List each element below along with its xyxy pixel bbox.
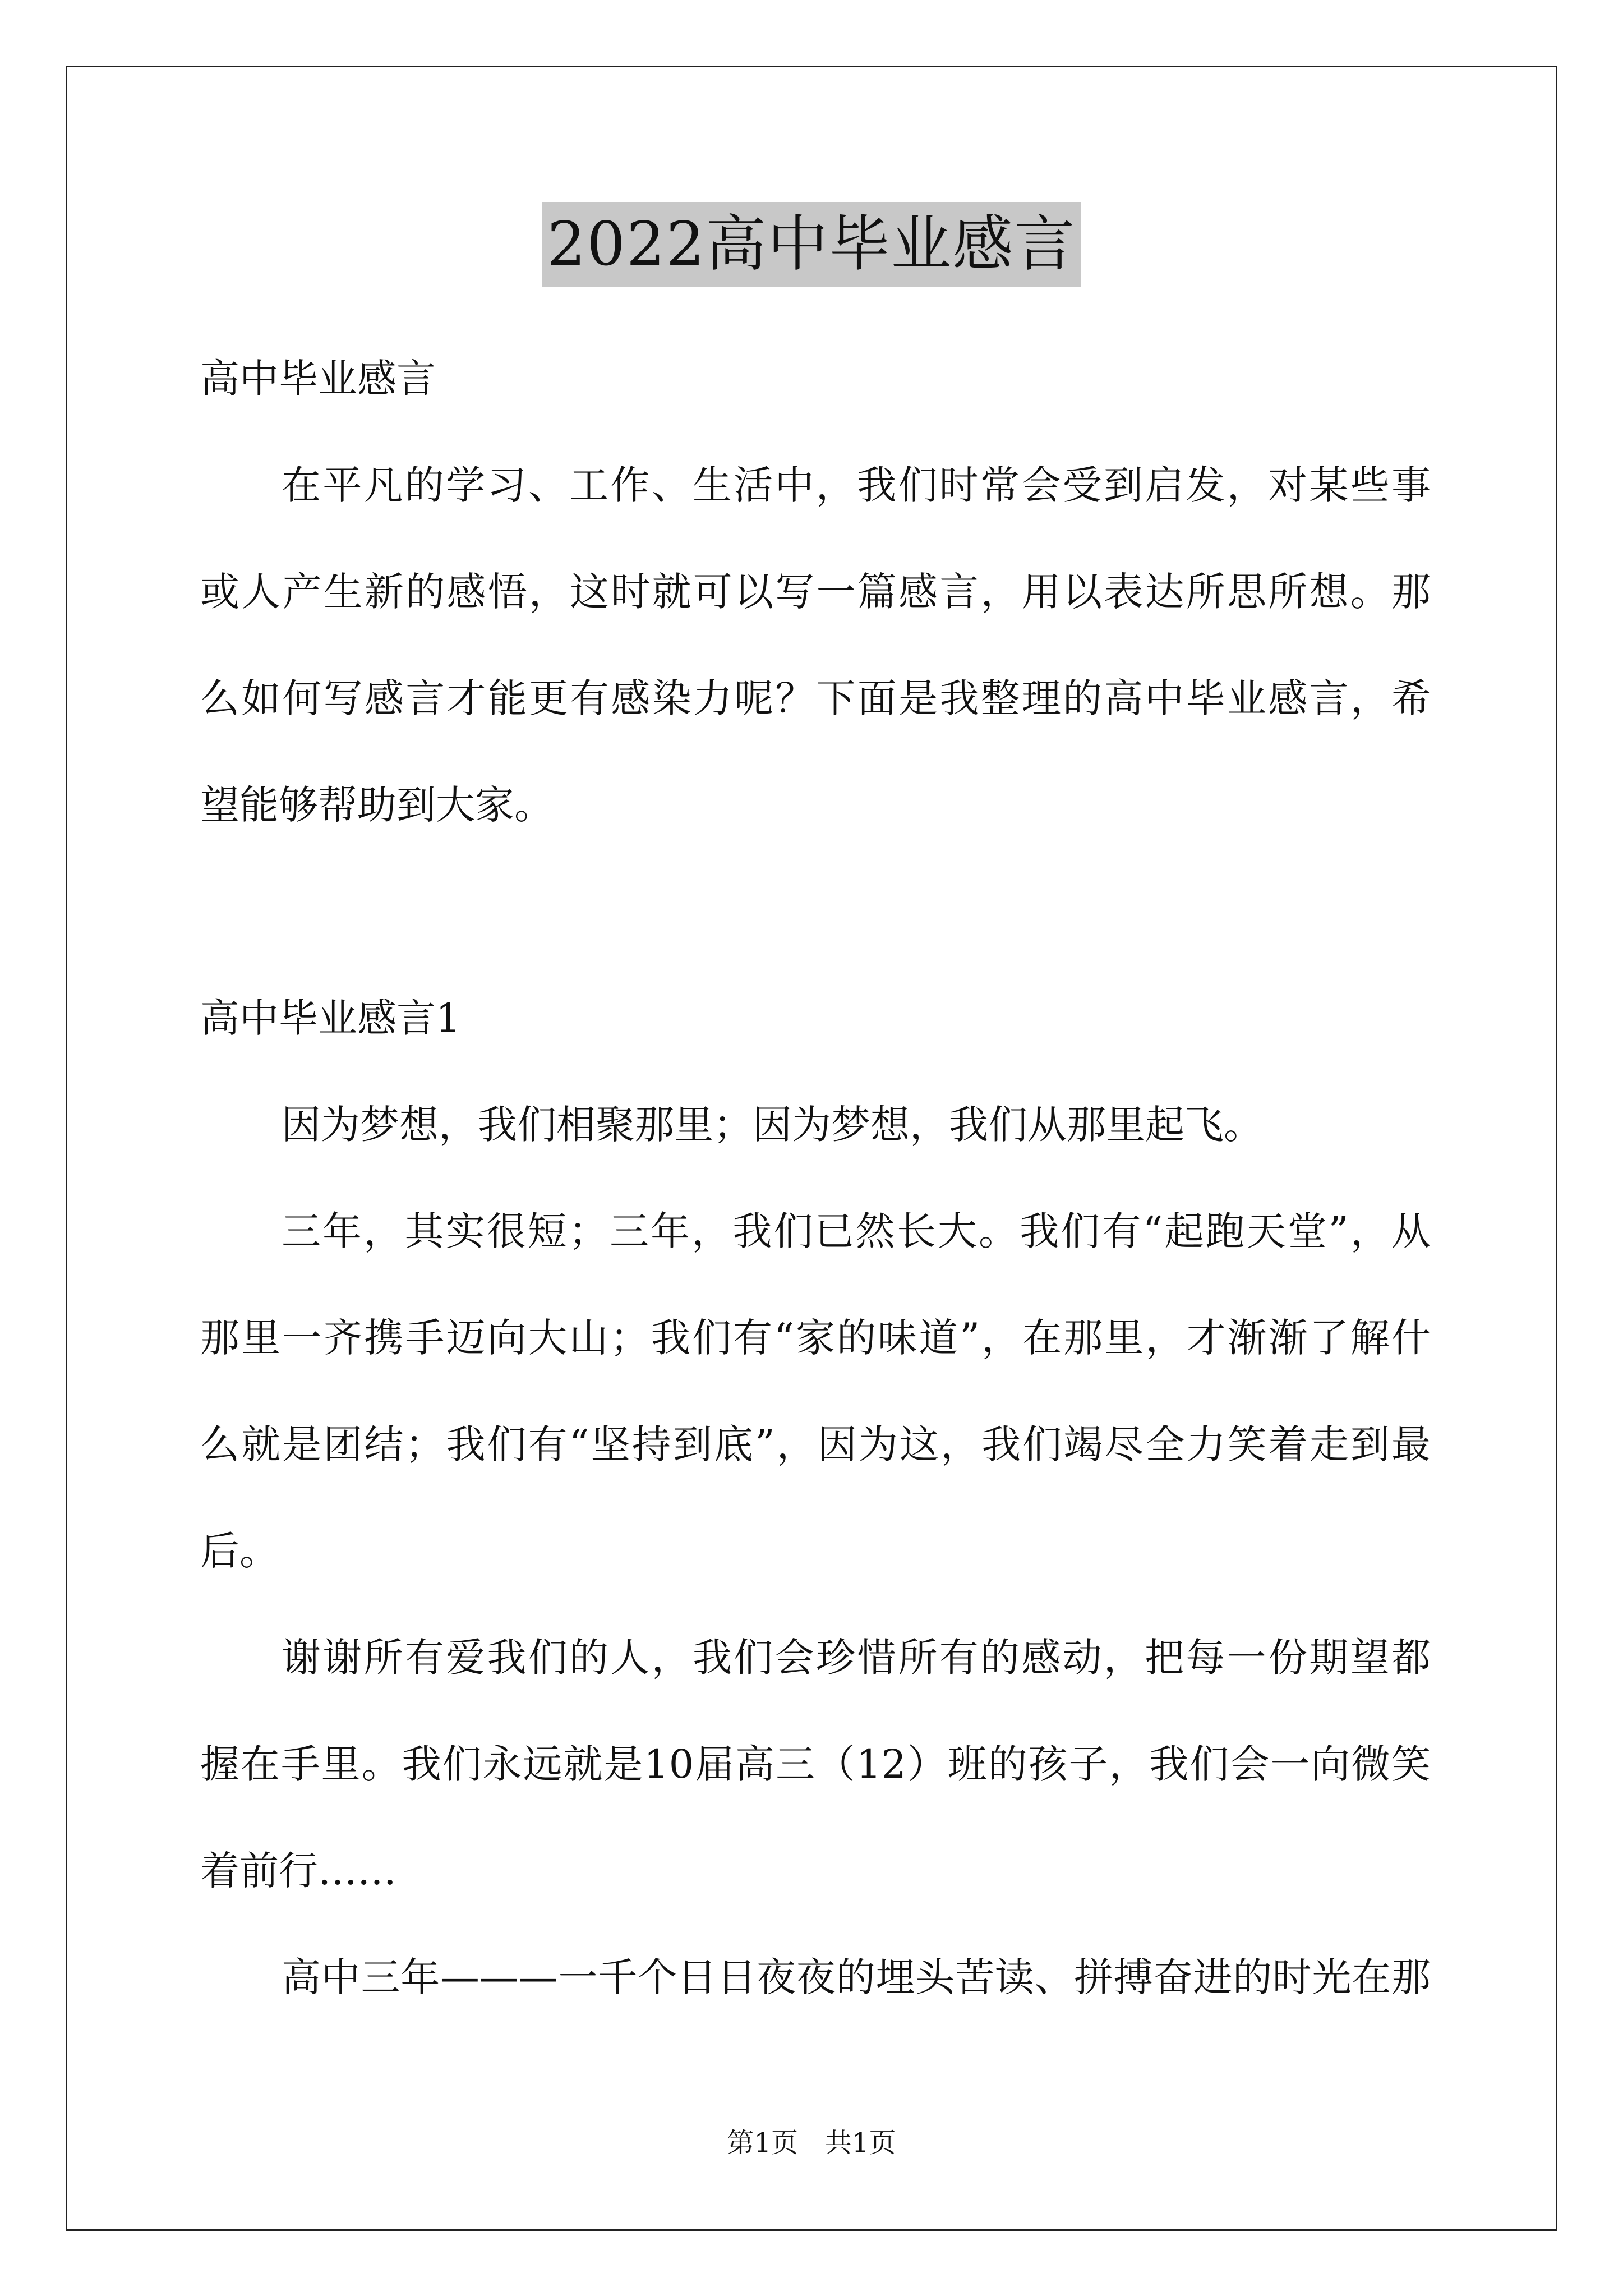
intro-line: 么如何写感言才能更有感染力呢？下面是我整理的高中毕业感言，希 xyxy=(200,675,1431,721)
paragraph-line: 么就是团结；我们有“坚持到底”，因为这，我们竭尽全力笑着走到最 xyxy=(200,1421,1431,1467)
paragraph-line: 着前行…… xyxy=(200,1848,396,1894)
intro-line: 望能够帮助到大家。 xyxy=(200,782,554,828)
intro-line: 或人产生新的感悟，这时就可以写一篇感言，用以表达所思所想。那 xyxy=(200,569,1431,615)
paragraph-line: 三年，其实很短；三年，我们已然长大。我们有“起跑天堂”，从 xyxy=(282,1208,1431,1254)
paragraph-line: 那里一齐携手迈向大山；我们有“家的味道”，在那里，才渐渐了解什 xyxy=(200,1315,1431,1361)
paragraph-line: 后。 xyxy=(200,1528,279,1574)
title-container xyxy=(0,202,1623,287)
paragraph-line: 因为梦想，我们相聚那里；因为梦想，我们从那里起飞。 xyxy=(282,1102,1263,1148)
subtitle: 高中毕业感言 xyxy=(200,356,436,402)
intro-line: 在平凡的学习、工作、生活中，我们时常会受到启发，对某些事 xyxy=(282,462,1431,508)
section-heading: 高中毕业感言1 xyxy=(200,995,461,1041)
paragraph-line: 高中三年———一千个日日夜夜的埋头苦读、拼搏奋进的时光在那 xyxy=(282,1954,1431,2000)
paragraph-line: 握在手里。我们永远就是10届高三（12）班的孩子，我们会一向微笑 xyxy=(200,1741,1431,1787)
page-number-footer: 第1页 共1页 xyxy=(727,2127,896,2159)
paragraph-line: 谢谢所有爱我们的人，我们会珍惜所有的感动，把每一份期望都 xyxy=(282,1635,1431,1681)
document-title: 2022高中毕业感言 xyxy=(542,202,1082,287)
